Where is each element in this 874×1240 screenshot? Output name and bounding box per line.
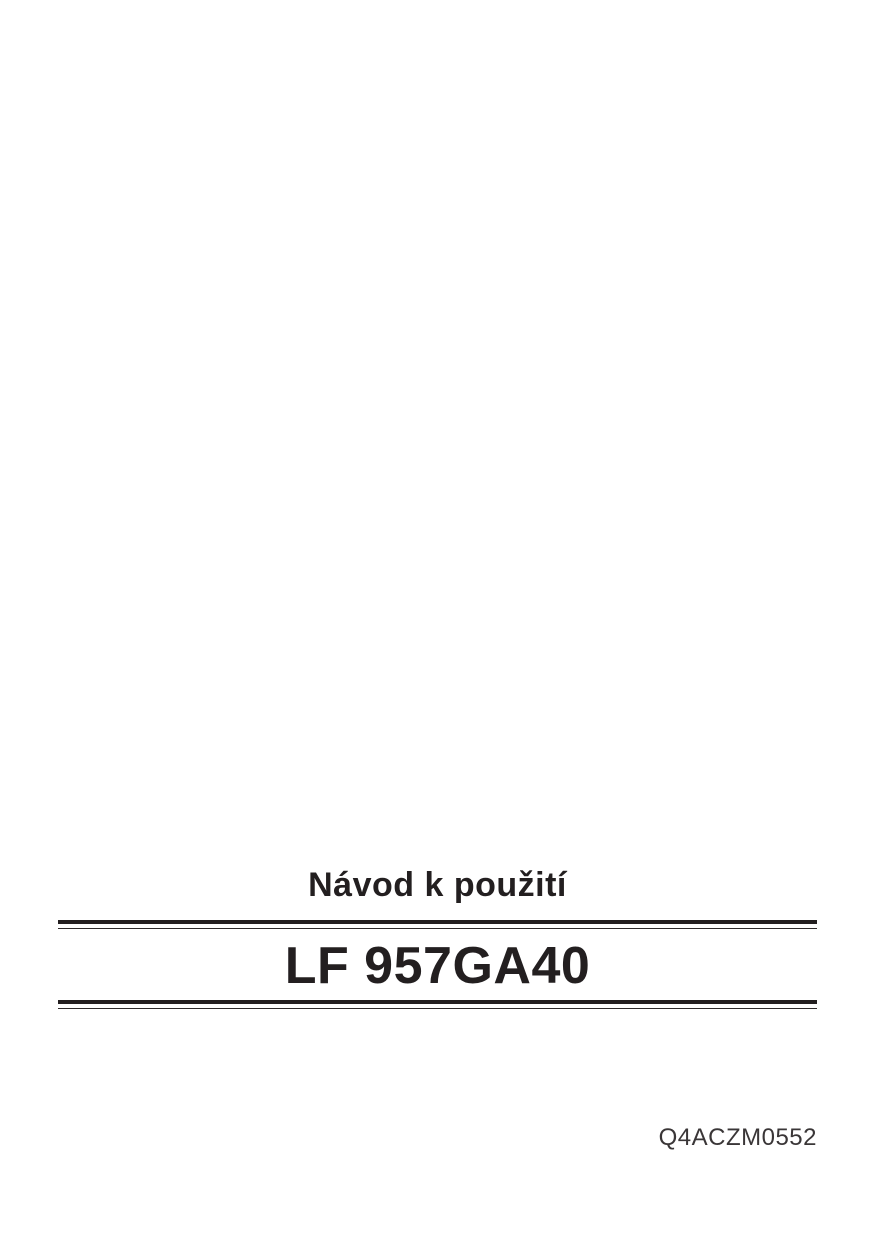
rule-thin-line — [58, 928, 817, 930]
cover-subtitle: Návod k použití — [308, 866, 567, 904]
double-rule-top — [58, 920, 817, 929]
rule-thin-line — [58, 1008, 817, 1010]
model-title: LF 957GA40 — [284, 937, 591, 995]
double-rule-bottom — [58, 1000, 817, 1009]
document-code: Q4ACZM0552 — [658, 1124, 817, 1151]
